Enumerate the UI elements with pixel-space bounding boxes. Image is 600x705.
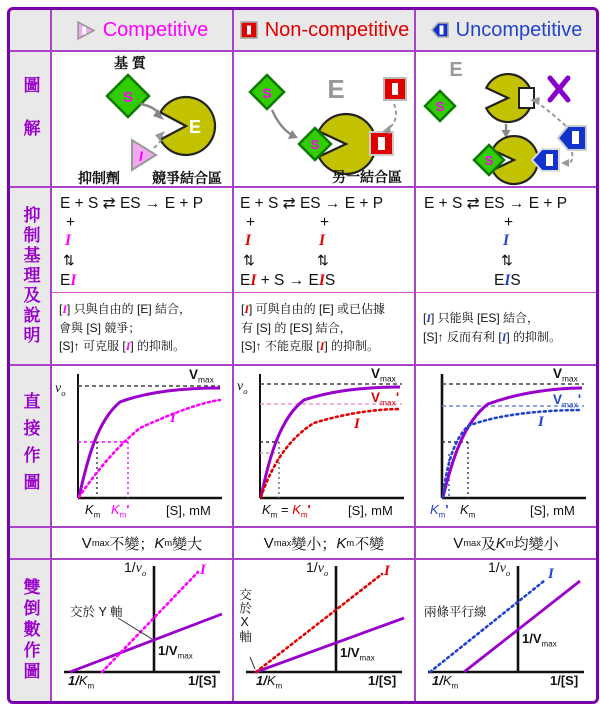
inhibitor-curve-label: I <box>170 410 176 426</box>
km-prime-tick-label: $K_m'$ <box>111 502 130 520</box>
header-competitive-label: Competitive <box>102 18 209 41</box>
equation-main: E + S ⇄ ES → E + P <box>424 195 568 212</box>
caption-uncompetitive: V max 及 K m 均變小 <box>416 528 596 558</box>
inhibited-curve <box>79 400 220 497</box>
enzyme-letter: E <box>449 59 463 81</box>
inhibitor-tag-bar <box>572 131 579 144</box>
equation-main: E + S ⇄ ES → E + P <box>60 195 204 212</box>
substrate-letter: S <box>122 89 134 106</box>
inhibitor-arrowhead <box>561 159 569 167</box>
vmax-label: $V_{max}$ <box>371 366 396 384</box>
km-prime-tick-label: $K_m'$ <box>430 502 449 520</box>
header-competitive <box>52 10 232 50</box>
y-axis-label: $v_o$ <box>237 379 248 396</box>
y-axis-label: $1/v_o$ <box>124 560 147 578</box>
enzyme-letter: E <box>327 74 345 104</box>
caption-noncompetitive: V max 變小； K m 不變 <box>234 528 414 558</box>
diagram-uncompetitive <box>416 52 596 186</box>
km-tick-label: $K_m$ <box>460 502 476 520</box>
lb-plot-uncompetitive <box>416 560 594 691</box>
equation-updown-arrow: ⇅ <box>243 252 255 268</box>
enzyme-second-site-notch <box>519 88 534 108</box>
lb-plot-competitive <box>52 560 230 691</box>
description-line: [I] 只能與 [ES] 結合， <box>423 311 540 325</box>
mechanism-noncompetitive <box>234 188 414 364</box>
binding-site-label: 競爭結合區 <box>152 170 222 186</box>
lb-plot-noncompetitive <box>234 560 412 691</box>
vmax-prime-label: $V_{max}'$ <box>371 390 400 408</box>
description-line: [S]↑ 反而有利 [I] 的抑制。 <box>423 329 562 344</box>
x-axis-label: [S], mM <box>166 503 211 518</box>
equation-plus: + <box>66 214 76 231</box>
caption-competitive: V max 不變； K m 變大 <box>52 528 232 558</box>
inhibitor-binding-arrow-dashed <box>388 104 396 129</box>
row-label-mechanism: 抑制基理及說明 <box>10 188 50 364</box>
equation-plus: + <box>246 214 256 231</box>
y-axis-label: $v_o$ <box>55 381 66 398</box>
annotation-pointer <box>118 618 152 639</box>
competitive-diagram-figure <box>52 52 230 186</box>
x-axis-label: 1/[S] <box>188 673 217 688</box>
inhibition-comparison-table <box>7 7 599 704</box>
mm-plot-noncompetitive <box>234 366 412 524</box>
description-line: [I] 只與自由的 [E] 結合， <box>59 302 192 316</box>
equation-plus: + <box>320 214 330 231</box>
inhibitor-to-free-enzyme-dashed <box>536 102 566 126</box>
inhibited-line <box>430 581 544 672</box>
equation-updown-arrow: ⇅ <box>501 252 513 268</box>
mechanism-competitive <box>52 188 232 364</box>
one-over-vmax-label: $1/V_{max}$ <box>340 645 375 663</box>
one-over-km-label: $1/K_m$ <box>68 673 95 691</box>
one-over-vmax-label: $1/V_{max}$ <box>158 643 193 661</box>
y-axis-label: $1/v_o$ <box>488 560 511 578</box>
mechanism-description <box>234 292 414 364</box>
equation-complex: EIS <box>494 272 521 289</box>
equation-main: E + S ⇄ ES → E + P <box>240 195 384 212</box>
equation-inhibitor: I <box>65 232 72 249</box>
inhibitor-line-label: I <box>548 566 554 582</box>
header-uncompetitive-label: Uncompetitive <box>455 18 583 41</box>
red-square-inhibitor-icon <box>239 20 259 40</box>
equation-complex: EI + S → EIS <box>240 272 336 289</box>
caption-row-spacer <box>10 528 50 558</box>
description-line: [I] 可與自由的 [E] 或已佔據 <box>241 302 386 316</box>
row-label-diagram: 圖解 <box>10 52 50 186</box>
substrate-letter: S <box>435 99 445 114</box>
control-line <box>256 618 404 672</box>
corner-cell <box>10 10 50 50</box>
row-label-direct-plot: 直接作圖 <box>10 366 50 526</box>
vmax-prime-label: $V_{max}'$ <box>553 392 582 410</box>
substrate-binding-arrow <box>272 110 292 135</box>
one-over-km-label: $1/K_m$ <box>256 673 283 691</box>
one-over-vmax-label: $1/V_{max}$ <box>522 631 557 649</box>
bound-substrate-letter: S <box>484 153 494 168</box>
control-line <box>70 614 222 672</box>
equation-updown-arrow: ⇅ <box>63 252 75 268</box>
x-axis-label: [S], mM <box>530 503 575 518</box>
vmax-label: $V_{max}$ <box>189 367 214 385</box>
equation-updown-arrow: ⇅ <box>317 252 329 268</box>
direct-plot-noncompetitive <box>234 366 414 526</box>
equation-inhibitor: I <box>245 232 252 249</box>
annotation-pointer <box>250 657 255 669</box>
mechanism-description <box>416 292 596 364</box>
diagram-competitive <box>52 52 232 186</box>
x-axis-label: 1/[S] <box>368 673 397 688</box>
uncompetitive-diagram-figure <box>416 52 594 186</box>
x-axis-label: [S], mM <box>348 503 393 518</box>
vmax-label: $V_{max}$ <box>553 366 578 384</box>
description-line: 有 [S] 的 [ES] 結合， <box>241 320 352 335</box>
direct-plot-uncompetitive <box>416 366 596 526</box>
header-noncompetitive-label: Non-competitive <box>264 18 410 41</box>
reciprocal-plot-uncompetitive <box>416 560 596 701</box>
header-uncompetitive <box>416 10 596 50</box>
description-line: [S]↑ 不能克服 [I] 的抑制。 <box>241 339 380 354</box>
inhibited-curve <box>443 410 582 497</box>
km-tick-label: $K_m$ <box>85 502 101 520</box>
equation-inhibitor: I <box>319 232 326 249</box>
parallel-note: 兩條平行線 <box>424 605 487 619</box>
inhibitor-curve-label: I <box>538 414 544 430</box>
substrate-label: 基 質 <box>114 55 146 71</box>
bound-inhibitor-bar <box>378 137 385 150</box>
inhibitor-label: 抑制劑 <box>78 170 120 186</box>
control-line <box>464 581 580 672</box>
reciprocal-plot-competitive <box>52 560 232 701</box>
intersection-note: 交於X軸 <box>237 588 252 644</box>
substrate-letter: S <box>262 85 272 101</box>
description-line: [S]↑ 可克服 [I] 的抑制。 <box>59 339 186 354</box>
intersection-note: 交於 Y 軸 <box>70 605 123 619</box>
direct-plot-competitive <box>52 366 232 526</box>
inhibitor-curve-label: I <box>354 416 360 432</box>
mechanism-uncompetitive <box>416 188 596 364</box>
enzyme-letter: E <box>188 117 202 137</box>
diagram-noncompetitive <box>234 52 414 186</box>
inhibitor-line-label: I <box>384 563 390 579</box>
mechanism-description <box>52 292 232 364</box>
row-label-reciprocal-plot: 雙倒數作圖 <box>10 560 50 701</box>
inhibitor-line-label: I <box>200 562 206 578</box>
equation-complex: EI <box>60 272 77 289</box>
noncompetitive-diagram-figure <box>234 52 412 186</box>
inhibitor-square-bar <box>392 83 398 95</box>
y-axis-label: $1/v_o$ <box>306 560 329 578</box>
header-noncompetitive <box>234 10 414 50</box>
pink-triangle-inhibitor-icon <box>76 20 97 41</box>
one-over-km-label: $1/K_m$ <box>432 673 459 691</box>
km-tick-label: $K_m = K_m'$ <box>262 502 311 520</box>
mm-plot-competitive <box>52 366 230 524</box>
bound-inhibitor-bar <box>546 154 553 166</box>
inhibited-curve <box>261 409 400 497</box>
inhibitor-triangle-icon <box>132 140 156 170</box>
description-line: 會與 [S] 競爭； <box>59 320 141 335</box>
equation-inhibitor: I <box>503 232 510 249</box>
enzyme-icon <box>160 97 215 155</box>
binding-site-label: 另一結合區 <box>332 169 402 185</box>
bound-substrate-letter: S <box>310 137 320 152</box>
equation-plus: + <box>504 214 514 231</box>
blue-tag-inhibitor-icon <box>430 20 450 40</box>
reciprocal-plot-noncompetitive <box>234 560 414 701</box>
mm-plot-uncompetitive <box>416 366 594 524</box>
inhibitor-letter: I <box>139 148 143 164</box>
x-axis-label: 1/[S] <box>550 673 579 688</box>
